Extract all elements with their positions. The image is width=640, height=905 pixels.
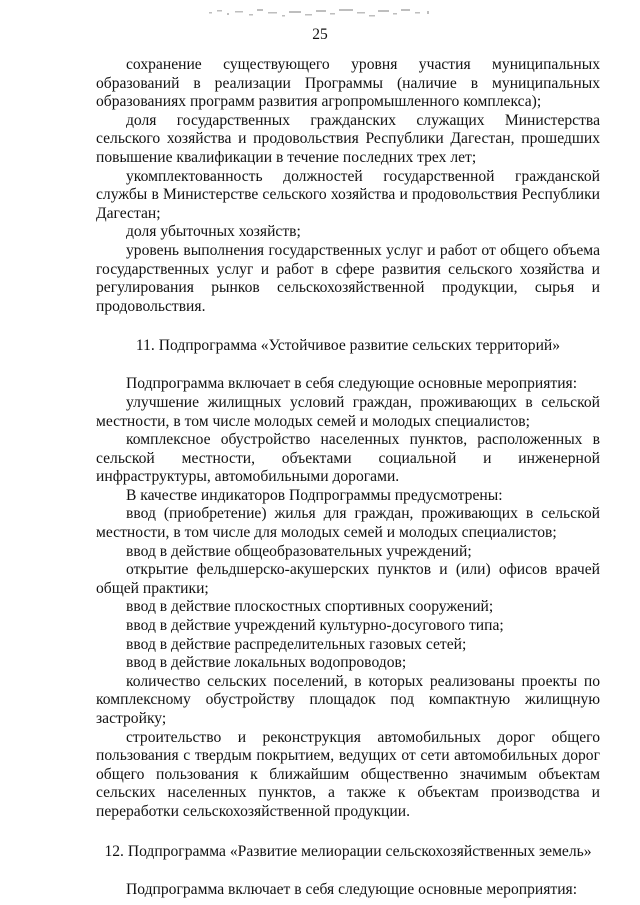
paragraph: ввод в действие общеобразовательных учреждений; (126, 542, 472, 560)
paragraph: В качестве индикаторов Подпрограммы предусмотрены: (126, 486, 503, 504)
paragraph: Подпрограмма включает в себя следующие основные мероприятия: (126, 880, 578, 898)
paragraph: ввод в действие распределительных газовых сетей; (126, 635, 467, 653)
paragraph: Подпрограмма включает в себя следующие основные мероприятия: (126, 375, 578, 393)
paragraph: строительство и реконструкция автомобильных дорог общего пользования с твердым покрытием, ведущих от сети автомобильных дорог общего пользования к ближайшим общественно значимым объектам сельских населенных пунктов, а также к объектам производства и переработки сельскохозяйственной продукции. (96, 728, 600, 820)
paragraph: улучшение жилищных условий граждан, проживающих в сельской местности, в том числе молодых семей и молодых специалистов; (96, 393, 600, 430)
paragraph: доля государственных гражданских служащих Министерства сельского хозяйства и продовольствия Республики Дагестан, прошедших повышение квалификации в течение последних трех лет; (96, 111, 600, 166)
page-number: 25 (312, 26, 328, 43)
paragraph: доля убыточных хозяйств; (126, 223, 301, 241)
paragraph: сохранение существующего уровня участия муниципальных образований в реализации Программы (наличие в муниципальных образованиях программ развития агропромышленного комплекса); (96, 56, 600, 111)
paragraph: ввод (приобретение) жилья для граждан, проживающих в сельской местности, в том числе для молодых семей и молодых специалистов; (96, 505, 600, 542)
document-body (96, 56, 600, 899)
section-heading: 12. Подпрограмма «Развитие мелиорации сельскохозяйственных земель» (104, 842, 592, 860)
paragraph: открытие фельдшерско-акушерских пунктов и (или) офисов врачей общей практики; (96, 561, 600, 597)
paragraph: ввод в действие учреждений культурно-досугового типа; (126, 617, 504, 635)
paragraph: комплексное обустройство населенных пунктов, расположенных в сельской местности, объектами социальной и инженерной инфраструктуры, автомобильными дорогами. (96, 431, 600, 486)
scan-artifact (205, 6, 435, 20)
paragraph: ввод в действие плоскостных спортивных сооружений; (126, 598, 494, 616)
paragraph: уровень выполнения государственных услуг и работ от общего объема государственных услуг и работ в сфере развития сельского хозяйства и регулирования рынков сельскохозяйственной продукции, сырья и продовольствия. (96, 241, 600, 315)
section-heading: 11. Подпрограмма «Устойчивое развитие сельских территорий» (135, 337, 561, 355)
paragraph: ввод в действие локальных водопроводов; (126, 654, 407, 672)
paragraph: укомплектованность должностей государственной гражданской службы в Министерстве сельского хозяйства и продовольствия Республики Дагестан; (96, 167, 600, 222)
paragraph: количество сельских поселений, в которых реализованы проекты по комплексному обустройству площадок под компактную жилищную застройку; (96, 672, 600, 727)
